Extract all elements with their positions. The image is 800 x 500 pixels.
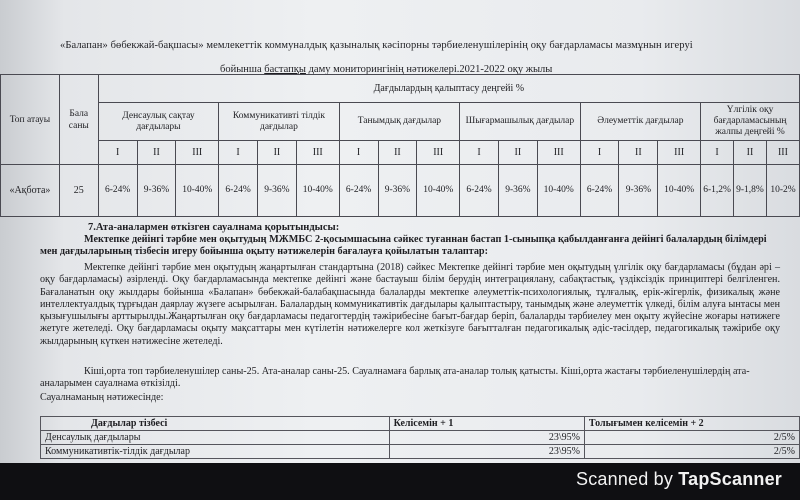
- survey-fully-agree-cell: 2/5%: [584, 431, 799, 445]
- level-label: III: [176, 141, 219, 165]
- level-label: II: [619, 141, 658, 165]
- survey-agree-cell: 23\95%: [389, 445, 584, 459]
- skill-health: Денсаулық сақтау дағдылары: [98, 103, 218, 141]
- header-skill-levels: Дағдылардың қалыптасу деңгейі %: [98, 75, 799, 103]
- level-label: III: [766, 141, 799, 165]
- survey-fully-agree-cell: 2/5%: [584, 445, 799, 459]
- value-cell: 10-40%: [537, 165, 580, 217]
- level-label: I: [339, 141, 378, 165]
- title-suffix: даму мониторингінің нәтижелері.2021-2022 оқу жылы: [308, 64, 553, 75]
- survey-agree-cell: 23\95%: [389, 431, 584, 445]
- watermark-brand: TapScanner: [678, 469, 782, 489]
- watermark-prefix: Scanned by: [576, 469, 679, 489]
- value-cell: 9-36%: [619, 165, 658, 217]
- level-label: I: [460, 141, 499, 165]
- survey-table: [40, 416, 800, 459]
- section-7-title: 7.Ата-аналармен өткізген сауалнама қорытындысы:: [88, 222, 340, 233]
- skill-social: Әлеуметтік дағдылар: [580, 103, 700, 141]
- level-label: I: [580, 141, 619, 165]
- value-cell: 9-36%: [378, 165, 417, 217]
- skill-overall: Үлгілік оқу бағдарламасының жалпы деңгейі %: [701, 103, 800, 141]
- survey-row: [41, 445, 800, 459]
- level-label: II: [378, 141, 417, 165]
- survey-header-fully-agree: Толығымен келісемін + 2: [584, 417, 799, 431]
- skill-creative: Шығармашылық дағдылар: [460, 103, 581, 141]
- title-prefix: бойынша: [220, 64, 262, 75]
- scanner-watermark: [576, 469, 782, 490]
- monitoring-table: [0, 74, 800, 217]
- header-group-name: Топ атауы: [1, 75, 60, 165]
- title-underlined-word: бастапқы: [264, 64, 306, 75]
- survey-header-agree: Келісемін + 1: [389, 417, 584, 431]
- value-cell: 9-36%: [498, 165, 537, 217]
- survey-header-row: [41, 417, 800, 431]
- value-cell: 6-24%: [339, 165, 378, 217]
- header-child-count: Бала саны: [59, 75, 98, 165]
- value-cell: 6-1,2%: [701, 165, 734, 217]
- value-cell: 10-40%: [417, 165, 460, 217]
- level-label: III: [417, 141, 460, 165]
- value-cell: 9-1,8%: [734, 165, 767, 217]
- document-title-line1: «Балапан» бөбекжай-бақшасы» мемлекеттік коммуналдық қазыналық кәсіпорны тәрбиеленушілерінің оқу бағдарламасы мазмұнын игеруі: [60, 40, 693, 51]
- value-cell: 6-24%: [219, 165, 258, 217]
- value-cell: 10-40%: [296, 165, 339, 217]
- skill-communication: Коммуникативті тілдік дағдылар: [219, 103, 340, 141]
- level-label: III: [296, 141, 339, 165]
- value-cell: 6-24%: [580, 165, 619, 217]
- requirements-paragraph: Мектепке дейінгі тәрбие мен оқытудың МЖМБС 2-қосымшасына сәйкес туғаннан бастап 1-сыныпқа қабылданғанға дейінгі балалардың білімдері мен дағдыларының тізбесін игеру бойынша оқыту нәтижелерін бағалауға қойылатын талаптар:: [40, 234, 767, 258]
- value-cell: 6-24%: [98, 165, 137, 217]
- standard-paragraph: Мектепке дейінгі тәрбие мен оқытудың жаңартылған стандартына (2018) сәйкес Мектепке дейінгі тәрбие мен оқытудың үлгілік оқу бағдарламасы (бұдан әрі – оқу бағдарламасы) әзірленді. Оқу бағдарламасында мектепке дейінгі және бастауыш білім берудің интеграциялану, сабақтастық, үздіксіздік принциптері белгіленген. Бағаланатын оқу жылдары бойынша «Балапан» бөбекжай-балабақшасында балаларды мектепке әлеуметтік-психологиялық, тұлғалық, ерік-жігерлік, физикалық және интеллектуалдық тұрғыдан даярлау жүзеге асырылған. Балалардың коммуникативтік дағдылары қалыптастыру, танымдық және әлеуметтік үлкеді, білім алуға ынтасы мен қызығушылығы арттырылды.Жаңартылған оқу бағдарламасы педагогтердің тәжірибесіне бағыт-бағдар беріп, балаларды тәрбиелеу мен оқыту жүйесіне жоғары нәтижеге жетуге жетеледі. Оқу бағдарламасы оқыту мақсаттары мен күтілетін нәтижелерге кол жеткізуге бағытталған педагогикалық әдіс-тәсілдер, педагогикалық тәжірибе оқу жылдарының күткен нәтижесіне жетеледі.: [40, 262, 780, 347]
- value-cell: 10-2%: [766, 165, 799, 217]
- level-label: II: [734, 141, 767, 165]
- survey-info-paragraph: Кіші,орта топ тәрбиеленушілер саны-25. Ата-аналар саны-25. Сауалнамаға барлық ата-аналар толық қатысты. Кіші,орта жастағы тәрбиеленушілердің ата-аналарымен сауалнама өткізілді.: [40, 366, 750, 390]
- survey-row: [41, 431, 800, 445]
- data-row-akbota: [1, 165, 800, 217]
- level-label: I: [701, 141, 734, 165]
- level-header-row: [1, 141, 800, 165]
- value-cell: 9-36%: [258, 165, 297, 217]
- child-count-cell: 25: [59, 165, 98, 217]
- level-label: I: [98, 141, 137, 165]
- value-cell: 9-36%: [137, 165, 176, 217]
- level-label: I: [219, 141, 258, 165]
- level-label: II: [137, 141, 176, 165]
- level-label: III: [537, 141, 580, 165]
- value-cell: 10-40%: [176, 165, 219, 217]
- value-cell: 10-40%: [658, 165, 701, 217]
- level-label: II: [498, 141, 537, 165]
- level-label: II: [258, 141, 297, 165]
- survey-header-skills: Дағдылар тізбесі: [41, 417, 390, 431]
- survey-skill-cell: Коммуникативтік-тілдік дағдылар: [41, 445, 390, 459]
- survey-skill-cell: Денсаулық дағдылары: [41, 431, 390, 445]
- scanner-watermark-bar: [0, 463, 800, 500]
- group-name-cell: «Ақбота»: [1, 165, 60, 217]
- level-label: III: [658, 141, 701, 165]
- skill-cognitive: Танымдық дағдылар: [339, 103, 459, 141]
- results-label: Сауалнаманың нәтижесінде:: [40, 392, 164, 403]
- value-cell: 6-24%: [460, 165, 499, 217]
